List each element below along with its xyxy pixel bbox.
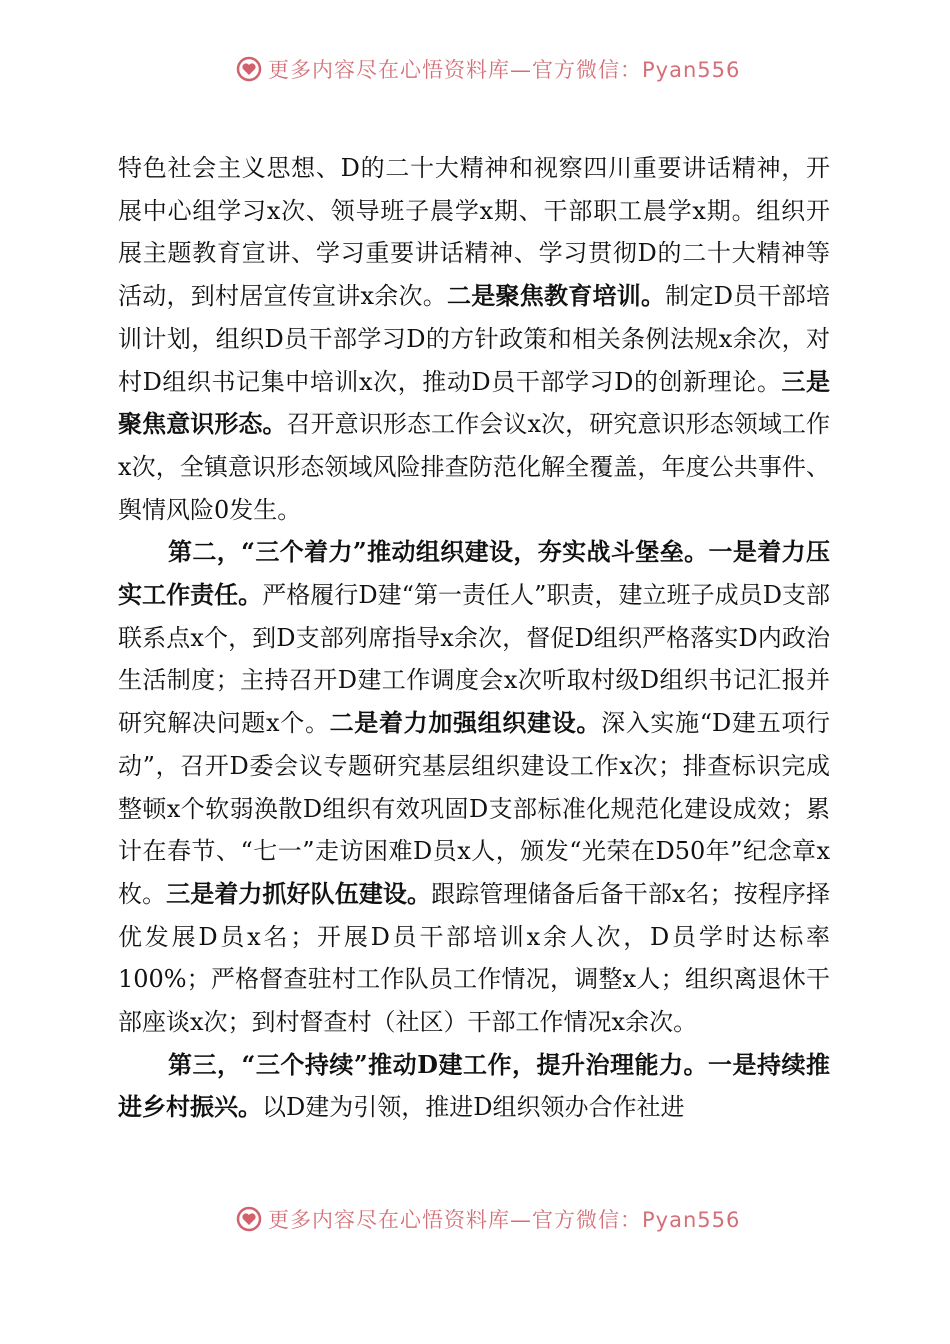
watermark-banner-top: [0, 50, 950, 90]
section-heading-text: 第二，“三个着力”推动组织建设，夯实战斗堡垒。一是着力压实工作责任。: [118, 537, 830, 610]
watermark-row: [236, 1204, 740, 1234]
paragraph-text: 跟踪管理储备后备干部x名；按程序择优发展D员x名；开展D员干部培训x余人次，D员学时达标率100%；严格督查驻村工作队员工作情况，调整x人；组织离退休干部座谈x次；到村督查村（社区）干部工作情况x余次。: [118, 879, 830, 1037]
paragraph-text: 制定D员干部培训计划，组织D员干部学习D的方针政策和相关条例法规x余次，对村D组织书记集中培训x次，推动D员干部学习D的创新理论。: [118, 282, 830, 396]
subheading-text: 二是着力加强组织建设。: [329, 708, 602, 738]
paragraph-text: 严格履行D建“第一责任人”职责，建立班子成员D支部联系点x个，到D支部列席指导x余次，督促D组织严格落实D内政治生活制度；主持召开D建工作调度会x次听取村级D组织书记汇报并研究解决问题x个。: [118, 581, 830, 738]
heart-logo-icon: [236, 56, 262, 82]
paragraph-text: 特色社会主义思想、D的二十大精神和视察四川重要讲话精神，开展中心组学习x次、领导班子晨学x期、干部职工晨学x期。组织开展主题教育宣讲、学习重要讲话精神、学习贯彻D的二十大精神等活动，到村居宣传宣讲x余次。: [118, 154, 830, 311]
watermark-banner-bottom: [0, 1200, 950, 1240]
watermark-row: [236, 54, 740, 84]
watermark-text: 更多内容尽在心悟资料库—官方微信：Pyan556: [268, 58, 741, 82]
paragraph-text: 召开意识形态工作会议x次，研究意识形态领域工作x次，全镇意识形态领域风险排查防范化解全覆盖，年度公共事件、舆情风险0发生。: [118, 410, 830, 524]
paragraph-3: [118, 1044, 830, 1129]
subheading-text: 三是聚焦意识形态。: [118, 366, 830, 439]
paragraph-text: 以D建为引领，推进D组织领办合作社进: [262, 1093, 685, 1122]
heart-logo-icon: [236, 1206, 262, 1232]
paragraph-text: 深入实施“D建五项行动”，召开D委会议专题研究基层组织建设工作x次；排查标识完成整顿x个软弱涣散D组织有效巩固D支部标准化规范化建设成效；累计在春节、“七一”走访困难D员x人，颁发“光荣在D50年”纪念章x枚。: [118, 709, 831, 908]
subheading-text: 三是着力抓好队伍建设。: [166, 878, 432, 908]
watermark-text: 更多内容尽在心悟资料库—官方微信：Pyan556: [268, 1208, 741, 1232]
paragraph-2: [118, 531, 830, 1043]
subheading-text: 二是聚焦教育培训。: [447, 281, 666, 311]
section-heading-text: 第三，“三个持续”推动D建工作，提升治理能力。一是持续推进乡村振兴。: [118, 1049, 830, 1122]
paragraph-1: [118, 147, 830, 531]
document-body: [118, 147, 830, 1129]
